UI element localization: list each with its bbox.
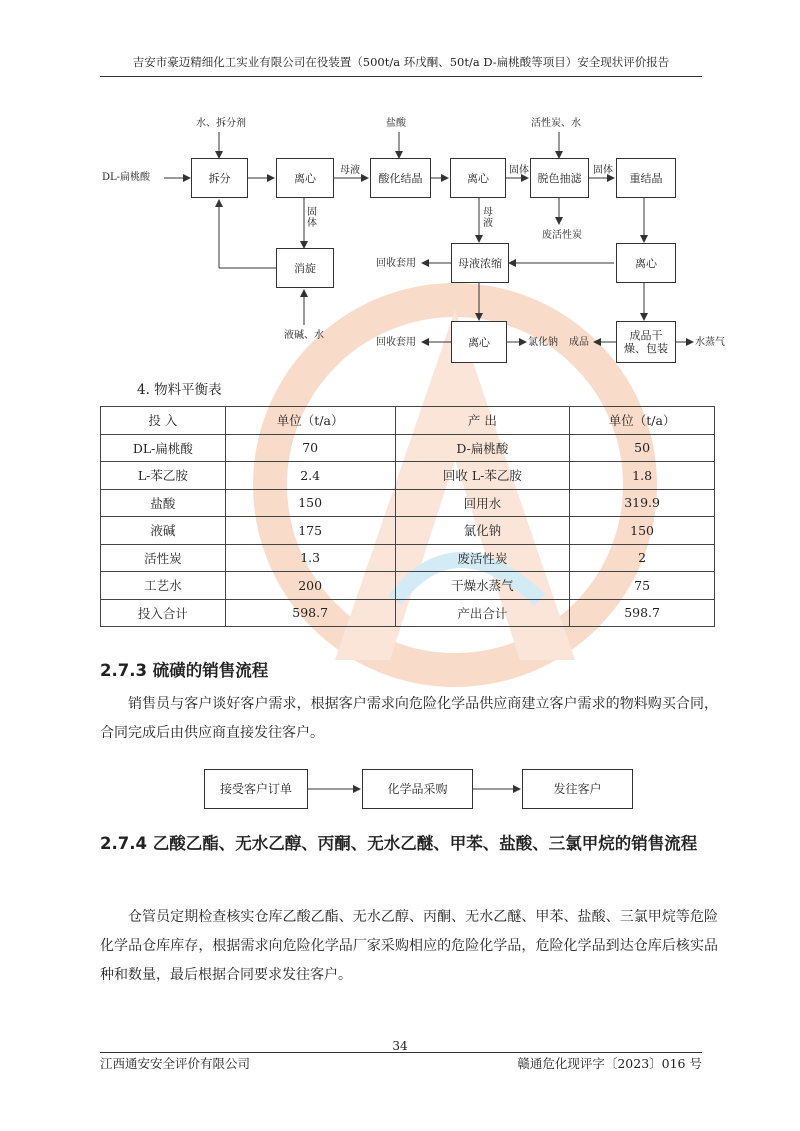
footer-doc-number: 赣通危化现评字〔2023〕016 号 <box>517 1056 702 1071</box>
label-guti-2: 固体 <box>509 165 529 176</box>
material-balance-title: 4. 物料平衡表 <box>137 382 222 398</box>
box-chongjiejing: 重结晶 <box>616 158 676 198</box>
table-cell: 1.8 <box>570 462 715 490</box>
table-row <box>101 489 715 517</box>
table-cell: 盐酸 <box>101 489 226 517</box>
box-muye-nongsuo: 母液浓缩 <box>451 243 509 283</box>
table-cell: 活性炭 <box>101 544 226 572</box>
label-guti-3: 固体 <box>593 165 613 176</box>
header-cell: 单位（t/a） <box>225 407 395 435</box>
label-recycle-1: 回收套用 <box>376 258 416 269</box>
table-header-row <box>101 407 715 435</box>
table-cell: 50 <box>570 434 715 462</box>
table-cell: 回用水 <box>395 489 570 517</box>
table-cell: 干燥水蒸气 <box>395 572 570 600</box>
box-tuose-choulv: 脱色抽滤 <box>530 158 589 198</box>
table-cell: D-扁桃酸 <box>395 434 570 462</box>
header-cell: 投 入 <box>101 407 226 435</box>
footer-company: 江西通安安全评价有限公司 <box>100 1056 251 1071</box>
label-water-agent: 水、拆分剂 <box>196 118 246 129</box>
label-hcl: 盐酸 <box>386 118 406 129</box>
header-title: 吉安市豪迈精细化工实业有限公司在役装置（500t/a 环戊酮、50t/a D-扁桃酸等项目）安全现状评价报告 <box>132 55 670 69</box>
table-cell: L-苯乙胺 <box>101 462 226 490</box>
label-muye-1: 母液 <box>340 165 360 176</box>
flow-step-order: 接受客户订单 <box>204 769 308 809</box>
section-2-7-4-paragraph: 仓管员定期检查核实仓库乙酸乙酯、无水乙醇、丙酮、无水乙醚、甲苯、盐酸、三氯甲烷等危险化学品仓库库存，根据需求向危险化学品厂家采购相应的危险化学品，危险化学品到达仓库后核实品种和数量，最后根据合同要求发往客户。 <box>100 909 718 983</box>
table-cell: 200 <box>225 572 395 600</box>
box-chengpin-ganzao: 成品干燥、包装 <box>616 321 676 363</box>
table-cell: 598.7 <box>225 599 395 627</box>
label-waste-carbon: 废活性炭 <box>542 230 582 241</box>
label-product: 成品 <box>569 337 589 348</box>
box-chaifen: 拆分 <box>191 158 248 198</box>
material-balance-table <box>100 406 715 627</box>
header-cell: 产 出 <box>395 407 570 435</box>
table-cell: 工艺水 <box>101 572 226 600</box>
process-flow-diagram <box>96 110 725 385</box>
table-row <box>101 462 715 490</box>
box-lixin-2: 离心 <box>450 158 506 198</box>
table-cell: 氯化钠 <box>395 517 570 545</box>
table-cell: 150 <box>570 517 715 545</box>
table-row-total <box>101 599 715 627</box>
table-row <box>101 434 715 462</box>
box-lixin-1: 离心 <box>276 158 334 198</box>
label-guti-1: 固体 <box>307 207 317 229</box>
table-cell: 150 <box>225 489 395 517</box>
table-cell: 70 <box>225 434 395 462</box>
table-cell: 液碱 <box>101 517 226 545</box>
table-row <box>101 572 715 600</box>
table-cell: 175 <box>225 517 395 545</box>
table-cell: DL-扁桃酸 <box>101 434 226 462</box>
section-title-2-7-3: 2.7.3 硫磺的销售流程 <box>100 661 269 680</box>
box-lixin-4: 离心 <box>616 243 676 283</box>
label-muye-2: 母液 <box>483 207 493 229</box>
table-cell: 投入合计 <box>101 599 226 627</box>
table-row <box>101 544 715 572</box>
table-cell: 2 <box>570 544 715 572</box>
label-steam: 水蒸气 <box>695 337 725 348</box>
table-cell: 废活性炭 <box>395 544 570 572</box>
table-cell: 75 <box>570 572 715 600</box>
label-carbon-water: 活性炭、水 <box>531 118 581 129</box>
page-number: 34 <box>392 1039 408 1053</box>
header-cell: 单位（t/a） <box>570 407 715 435</box>
box-xiaoxuan: 消旋 <box>276 248 334 288</box>
table-cell: 2.4 <box>225 462 395 490</box>
label-recycle-2: 回收套用 <box>376 337 416 348</box>
label-dl-mandelic: DL-扁桃酸 <box>102 172 151 183</box>
section-title-2-7-4: 2.7.4 乙酸乙酯、无水乙醇、丙酮、无水乙醚、甲苯、盐酸、三氯甲烷的销售流程 <box>100 834 698 853</box>
page-header <box>100 50 702 77</box>
flow-step-ship: 发往客户 <box>522 769 633 809</box>
box-lixin-3: 离心 <box>451 321 507 363</box>
table-cell: 产出合计 <box>395 599 570 627</box>
label-lye-water: 液碱、水 <box>284 330 324 341</box>
table-cell: 1.3 <box>225 544 395 572</box>
page-footer <box>100 1052 702 1071</box>
label-nacl: 氯化钠 <box>528 337 558 348</box>
box-suanhua-jiejing: 酸化结晶 <box>370 158 431 198</box>
table-cell: 319.9 <box>570 489 715 517</box>
section-2-7-3-paragraph: 销售员与客户谈好客户需求，根据客户需求向危险化学品供应商建立客户需求的物料购买合同，合同完成后由供应商直接发往客户。 <box>100 696 718 741</box>
sales-flow-diagram <box>200 765 650 815</box>
table-cell: 598.7 <box>570 599 715 627</box>
table-row <box>101 517 715 545</box>
table-cell: 回收 L-苯乙胺 <box>395 462 570 490</box>
flow-step-purchase: 化学品采购 <box>362 769 473 809</box>
